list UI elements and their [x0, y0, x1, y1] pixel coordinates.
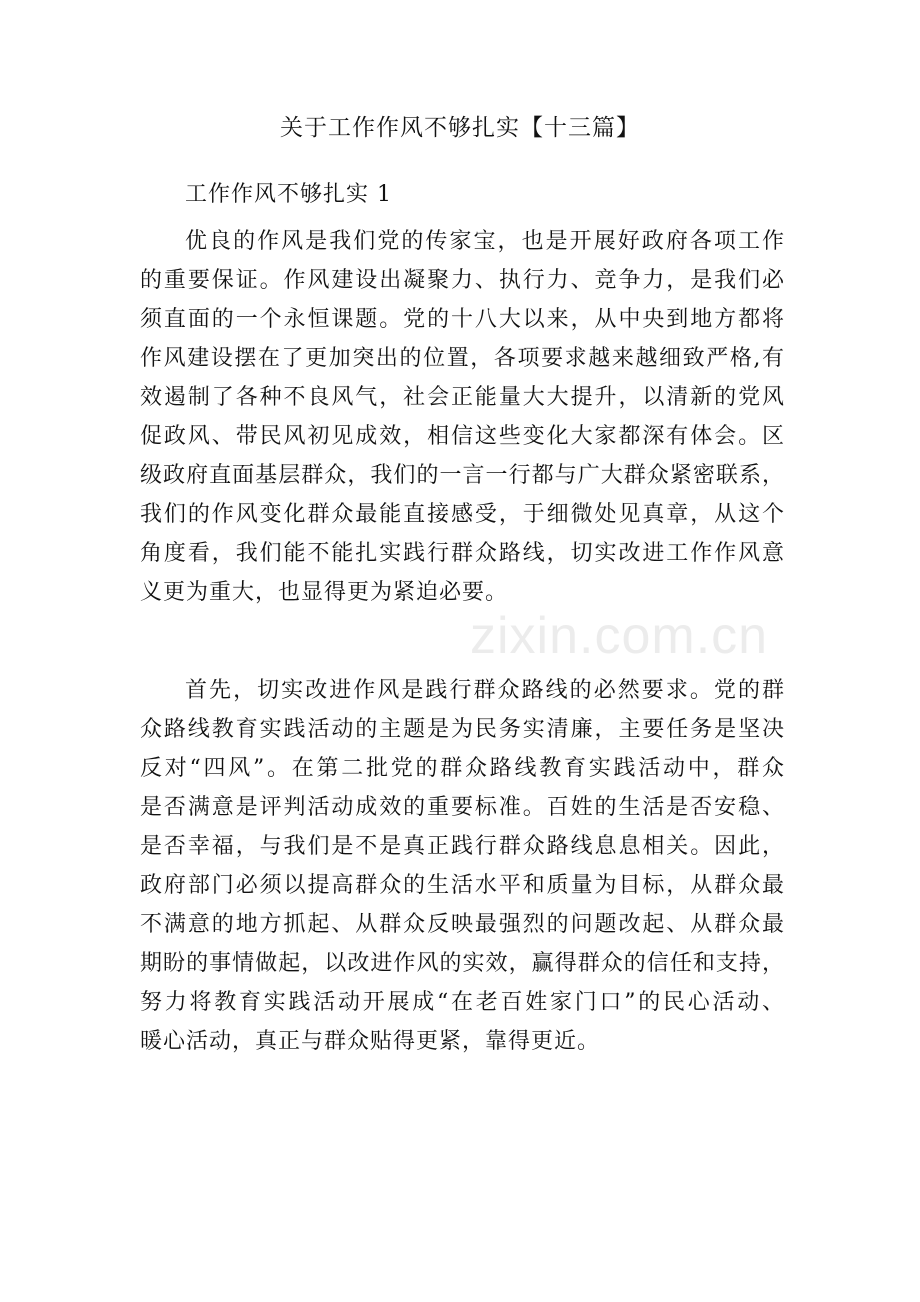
document-title: 关于工作作风不够扎实【十三篇】 — [280, 115, 640, 141]
paragraph-line: 优良的作风是我们党的传家宝，也是开展好政府各项工作 — [185, 229, 785, 254]
paragraph-line: 效遏制了各种不良风气，社会正能量大大提升，以清新的党风 — [140, 385, 785, 410]
paragraph-2 — [140, 671, 785, 1061]
paragraph-line: 不满意的地方抓起、从群众反映最强烈的问题改起、从群众最 — [140, 912, 785, 937]
paragraph-line: 义更为重大，也显得更为紧迫必要。 — [140, 580, 509, 605]
paragraph-line: 是否幸福，与我们是不是真正践行群众路线息息相关。因此， — [140, 834, 785, 859]
section-heading: 工作作风不够扎实 1 — [185, 182, 392, 207]
paragraph-line: 角度看，我们能不能扎实践行群众路线，切实改进工作作风意 — [140, 541, 785, 566]
paragraph-line: 级政府直面基层群众，我们的一言一行都与广大群众紧密联系， — [140, 463, 785, 488]
paragraph-line: 努力将教育实践活动开展成“在老百姓家门口”的民心活动、 — [140, 990, 785, 1015]
paragraph-line: 促政风、带民风初见成效，相信这些变化大家都深有体会。区 — [140, 424, 785, 449]
watermark: zixin.com.cn — [470, 607, 769, 665]
paragraph-line: 是否满意是评判活动成效的重要标准。百姓的生活是否安稳、 — [140, 795, 785, 820]
paragraph-line: 反对“四风”。在第二批党的群众路线教育实践活动中，群众 — [140, 756, 785, 781]
paragraph-line: 的重要保证。作风建设出凝聚力、执行力、竞争力，是我们必 — [140, 268, 785, 293]
paragraph-line: 须直面的一个永恒课题。党的十八大以来，从中央到地方都将 — [140, 307, 785, 332]
paragraph-line: 政府部门必须以提高群众的生活水平和质量为目标，从群众最 — [140, 873, 785, 898]
paragraph-line: 期盼的事情做起，以改进作风的实效，赢得群众的信任和支持， — [140, 951, 785, 976]
paragraph-line: 暖心活动，真正与群众贴得更紧，靠得更近。 — [140, 1029, 601, 1054]
paragraph-line: 作风建设摆在了更加突出的位置，各项要求越来越细致严格,有 — [140, 346, 785, 371]
paragraph-line: 众路线教育实践活动的主题是为民务实清廉，主要任务是坚决 — [140, 717, 785, 742]
paragraph-1 — [140, 222, 785, 612]
paragraph-line: 首先，切实改进作风是践行群众路线的必然要求。党的群 — [185, 678, 785, 703]
paragraph-line: 我们的作风变化群众最能直接感受，于细微处见真章，从这个 — [140, 502, 785, 527]
